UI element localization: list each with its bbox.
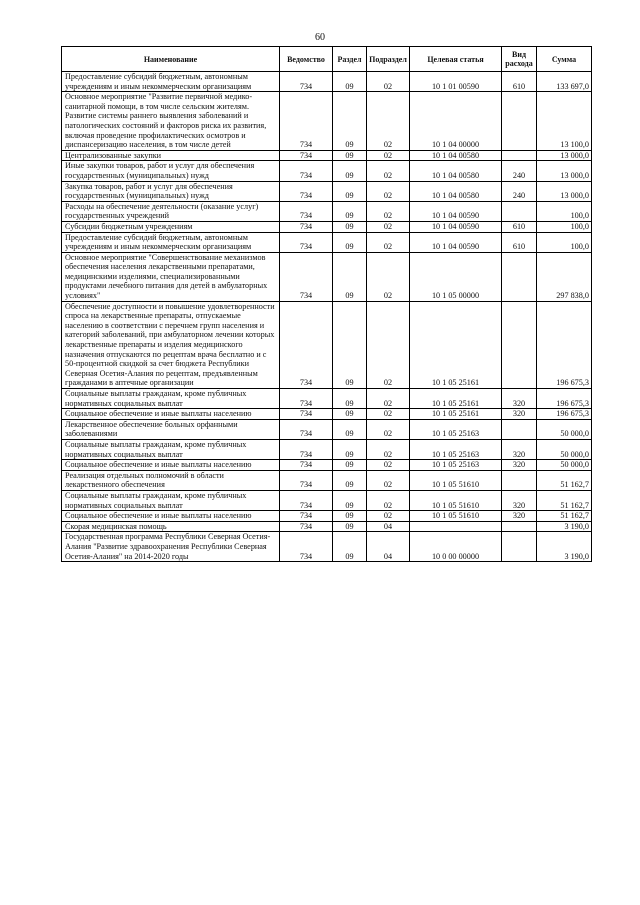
row-name-cell: Иные закупки товаров, работ и услуг для обеспечения государственных (муниципальных) нужд <box>62 161 280 181</box>
row-name-cell: Централизованные закупки <box>62 150 280 161</box>
table-row <box>62 252 592 301</box>
table-row <box>62 161 592 181</box>
row-section-cell: 09 <box>333 232 367 252</box>
table-row <box>62 150 592 161</box>
row-target-cell: 10 1 05 51610 <box>410 490 502 510</box>
row-sum-cell: 50 000,0 <box>537 439 592 459</box>
row-name-cell: Основное мероприятие "Совершенствование механизмов обеспечения населения лекарственными препаратами, медицинскими изделиями, специализированными продуктами лечебного питания для детей в амбулаторных условиях" <box>62 252 280 301</box>
row-type-cell: 320 <box>502 460 537 471</box>
row-subsection-cell: 02 <box>367 150 410 161</box>
row-subsection-cell: 02 <box>367 232 410 252</box>
row-target-cell: 10 0 00 00000 <box>410 532 502 562</box>
row-subsection-cell: 02 <box>367 181 410 201</box>
row-subsection-cell: 02 <box>367 201 410 221</box>
row-target-cell: 10 1 04 00580 <box>410 161 502 181</box>
row-dept-cell: 734 <box>280 221 333 232</box>
row-target-cell: 10 1 05 25163 <box>410 460 502 471</box>
row-dept-cell: 734 <box>280 92 333 151</box>
row-target-cell <box>410 521 502 532</box>
row-subsection-cell: 02 <box>367 490 410 510</box>
row-type-cell <box>502 521 537 532</box>
row-target-cell: 10 1 04 00590 <box>410 221 502 232</box>
row-type-cell <box>502 419 537 439</box>
row-subsection-cell: 02 <box>367 301 410 388</box>
row-dept-cell: 734 <box>280 419 333 439</box>
row-dept-cell: 734 <box>280 490 333 510</box>
row-type-cell <box>502 470 537 490</box>
row-sum-cell: 13 100,0 <box>537 92 592 151</box>
header-target: Целевая статья <box>410 47 502 72</box>
row-name-cell: Социальное обеспечение и иные выплаты населению <box>62 409 280 420</box>
header-subsection: Подраздел <box>367 47 410 72</box>
header-section: Раздел <box>333 47 367 72</box>
row-name-cell: Социальное обеспечение и иные выплаты населению <box>62 460 280 471</box>
row-subsection-cell: 02 <box>367 460 410 471</box>
row-sum-cell: 13 000,0 <box>537 181 592 201</box>
row-subsection-cell: 02 <box>367 511 410 522</box>
row-subsection-cell: 02 <box>367 409 410 420</box>
row-dept-cell: 734 <box>280 161 333 181</box>
row-dept-cell: 734 <box>280 460 333 471</box>
row-dept-cell: 734 <box>280 439 333 459</box>
row-subsection-cell: 02 <box>367 389 410 409</box>
row-name-cell: Лекарственное обеспечение больных орфанными заболеваниями <box>62 419 280 439</box>
row-type-cell <box>502 201 537 221</box>
row-target-cell: 10 1 01 00590 <box>410 72 502 92</box>
row-sum-cell: 3 190,0 <box>537 521 592 532</box>
row-sum-cell: 133 697,0 <box>537 72 592 92</box>
table-row <box>62 301 592 388</box>
row-section-cell: 09 <box>333 460 367 471</box>
row-dept-cell: 734 <box>280 511 333 522</box>
row-subsection-cell: 02 <box>367 252 410 301</box>
row-dept-cell: 734 <box>280 232 333 252</box>
row-name-cell: Предоставление субсидий бюджетным, автономным учреждениям и иным некоммерческим организациям <box>62 72 280 92</box>
row-target-cell: 10 1 04 00590 <box>410 201 502 221</box>
row-name-cell: Социальное обеспечение и иные выплаты населению <box>62 511 280 522</box>
table-row <box>62 221 592 232</box>
row-section-cell: 09 <box>333 439 367 459</box>
row-sum-cell: 100,0 <box>537 221 592 232</box>
row-name-cell: Основное мероприятие "Развитие первичной медико-санитарной помощи, в том числе сельским жителям. Развитие системы раннего выявления заболеваний и патологических состояний и факторов риска их развития, включая проведение профилактических осмотров и диспансеризацию населения, в том числе детей <box>62 92 280 151</box>
row-dept-cell: 734 <box>280 409 333 420</box>
row-section-cell: 09 <box>333 252 367 301</box>
row-dept-cell: 734 <box>280 201 333 221</box>
row-section-cell: 09 <box>333 409 367 420</box>
table-header-row <box>62 47 592 72</box>
row-dept-cell: 734 <box>280 150 333 161</box>
row-section-cell: 09 <box>333 511 367 522</box>
row-type-cell: 320 <box>502 490 537 510</box>
row-section-cell: 09 <box>333 301 367 388</box>
table-row <box>62 409 592 420</box>
header-dept: Ведомство <box>280 47 333 72</box>
row-type-cell <box>502 532 537 562</box>
row-sum-cell: 100,0 <box>537 201 592 221</box>
row-dept-cell: 734 <box>280 301 333 388</box>
table-body <box>62 72 592 562</box>
table-row <box>62 521 592 532</box>
row-name-cell: Субсидии бюджетным учреждениям <box>62 221 280 232</box>
row-sum-cell: 297 838,0 <box>537 252 592 301</box>
row-type-cell: 610 <box>502 72 537 92</box>
page-number: 60 <box>315 32 325 43</box>
row-name-cell: Социальные выплаты гражданам, кроме публичных нормативных социальных выплат <box>62 389 280 409</box>
row-target-cell: 10 1 05 25163 <box>410 439 502 459</box>
row-type-cell: 320 <box>502 439 537 459</box>
table-row <box>62 232 592 252</box>
row-name-cell: Закупка товаров, работ и услуг для обеспечения государственных (муниципальных) нужд <box>62 181 280 201</box>
budget-table <box>61 46 592 562</box>
row-target-cell: 10 1 05 51610 <box>410 511 502 522</box>
row-name-cell: Социальные выплаты гражданам, кроме публичных нормативных социальных выплат <box>62 490 280 510</box>
table-row <box>62 532 592 562</box>
row-type-cell: 320 <box>502 389 537 409</box>
row-sum-cell: 13 000,0 <box>537 161 592 181</box>
row-section-cell: 09 <box>333 181 367 201</box>
header-name: Наименование <box>62 47 280 72</box>
row-name-cell: Предоставление субсидий бюджетным, автономным учреждениям и иным некоммерческим организациям <box>62 232 280 252</box>
table-row <box>62 490 592 510</box>
row-subsection-cell: 04 <box>367 532 410 562</box>
row-type-cell <box>502 301 537 388</box>
row-section-cell: 09 <box>333 389 367 409</box>
row-subsection-cell: 02 <box>367 161 410 181</box>
row-type-cell <box>502 252 537 301</box>
row-name-cell: Государственная программа Республики Северная Осетия-Алания "Развитие здравоохранения Республики Северная Осетия-Алания" на 2014-2020 годы <box>62 532 280 562</box>
row-section-cell: 09 <box>333 201 367 221</box>
header-type: Вид расхода <box>502 47 537 72</box>
row-sum-cell: 196 675,3 <box>537 301 592 388</box>
row-type-cell: 610 <box>502 232 537 252</box>
row-type-cell: 320 <box>502 511 537 522</box>
table-row <box>62 389 592 409</box>
row-subsection-cell: 02 <box>367 470 410 490</box>
row-section-cell: 09 <box>333 161 367 181</box>
row-dept-cell: 734 <box>280 532 333 562</box>
header-sum: Сумма <box>537 47 592 72</box>
row-subsection-cell: 02 <box>367 419 410 439</box>
row-dept-cell: 734 <box>280 521 333 532</box>
row-target-cell: 10 1 04 00580 <box>410 181 502 201</box>
row-sum-cell: 51 162,7 <box>537 470 592 490</box>
row-target-cell: 10 1 05 25161 <box>410 389 502 409</box>
row-section-cell: 09 <box>333 470 367 490</box>
row-section-cell: 09 <box>333 419 367 439</box>
table-row <box>62 92 592 151</box>
row-target-cell: 10 1 05 51610 <box>410 470 502 490</box>
row-target-cell: 10 1 05 25161 <box>410 409 502 420</box>
row-sum-cell: 50 000,0 <box>537 419 592 439</box>
row-sum-cell: 51 162,7 <box>537 511 592 522</box>
row-dept-cell: 734 <box>280 470 333 490</box>
row-subsection-cell: 02 <box>367 72 410 92</box>
row-type-cell: 320 <box>502 409 537 420</box>
table-row <box>62 181 592 201</box>
row-sum-cell: 50 000,0 <box>537 460 592 471</box>
row-dept-cell: 734 <box>280 181 333 201</box>
table-row <box>62 419 592 439</box>
row-target-cell: 10 1 05 25163 <box>410 419 502 439</box>
row-sum-cell: 196 675,3 <box>537 409 592 420</box>
row-section-cell: 09 <box>333 150 367 161</box>
row-type-cell: 240 <box>502 161 537 181</box>
row-type-cell: 240 <box>502 181 537 201</box>
table-row <box>62 72 592 92</box>
row-subsection-cell: 02 <box>367 92 410 151</box>
row-sum-cell: 13 000,0 <box>537 150 592 161</box>
row-type-cell <box>502 92 537 151</box>
row-target-cell: 10 1 05 00000 <box>410 252 502 301</box>
row-type-cell: 610 <box>502 221 537 232</box>
table-row <box>62 470 592 490</box>
table-row <box>62 460 592 471</box>
row-target-cell: 10 1 04 00580 <box>410 150 502 161</box>
row-sum-cell: 100,0 <box>537 232 592 252</box>
row-dept-cell: 734 <box>280 389 333 409</box>
row-section-cell: 09 <box>333 221 367 232</box>
row-name-cell: Социальные выплаты гражданам, кроме публичных нормативных социальных выплат <box>62 439 280 459</box>
row-section-cell: 09 <box>333 521 367 532</box>
table-row <box>62 201 592 221</box>
row-name-cell: Обеспечение доступности и повышение удовлетворенности спроса на лекарственные препараты, отпускаемые населению в соответствии с перечнем групп населения и категорий заболеваний, при амбулаторном лечении которых лекарственные препараты и изделия медицинского назначения отпускаются по рецептам врача бесплатно и с 50-процентной скидкой за счет бюджета Республики Северная Осетия-Алания по рецептам, предъявленным гражданами в аптечные организации <box>62 301 280 388</box>
table-row <box>62 439 592 459</box>
row-subsection-cell: 04 <box>367 521 410 532</box>
row-name-cell: Расходы на обеспечение деятельности (оказание услуг) государственных учреждений <box>62 201 280 221</box>
row-sum-cell: 3 190,0 <box>537 532 592 562</box>
row-dept-cell: 734 <box>280 252 333 301</box>
row-name-cell: Реализация отдельных полномочий в области лекарственного обеспечения <box>62 470 280 490</box>
table-row <box>62 511 592 522</box>
row-subsection-cell: 02 <box>367 439 410 459</box>
row-sum-cell: 196 675,3 <box>537 389 592 409</box>
row-target-cell: 10 1 04 00590 <box>410 232 502 252</box>
row-subsection-cell: 02 <box>367 221 410 232</box>
row-section-cell: 09 <box>333 532 367 562</box>
row-section-cell: 09 <box>333 72 367 92</box>
row-dept-cell: 734 <box>280 72 333 92</box>
row-target-cell: 10 1 05 25161 <box>410 301 502 388</box>
row-section-cell: 09 <box>333 92 367 151</box>
row-name-cell: Скорая медицинская помощь <box>62 521 280 532</box>
row-target-cell: 10 1 04 00000 <box>410 92 502 151</box>
row-sum-cell: 51 162,7 <box>537 490 592 510</box>
row-type-cell <box>502 150 537 161</box>
row-section-cell: 09 <box>333 490 367 510</box>
